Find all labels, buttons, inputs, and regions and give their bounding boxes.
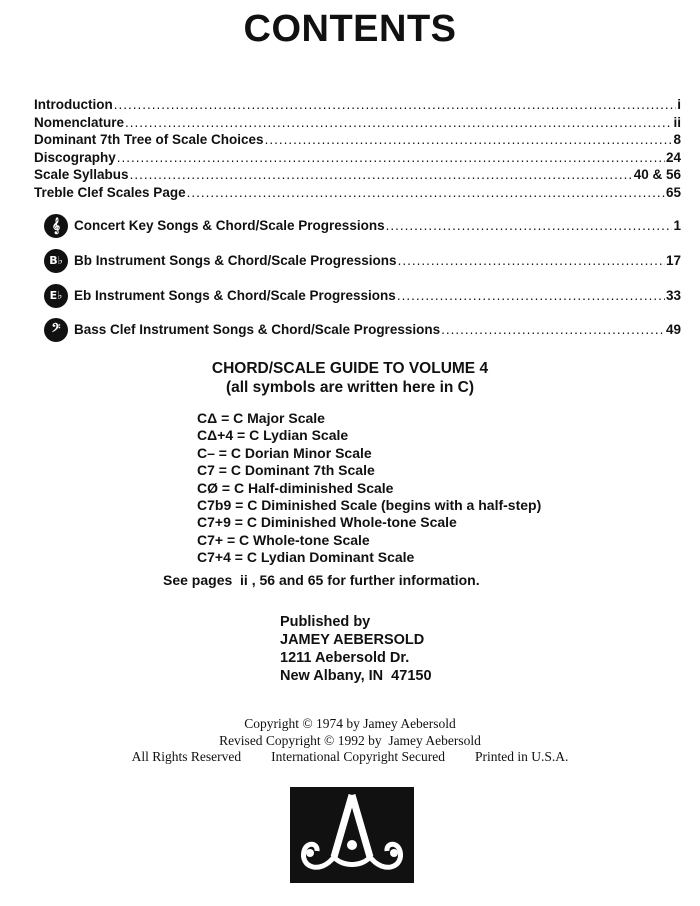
toc-page: i [677, 97, 681, 112]
section-eb-instrument [44, 284, 681, 308]
list-item: C7+ = C Whole-tone Scale [197, 531, 370, 548]
toc-entry-scale-syllabus [34, 166, 681, 184]
printed-in: Printed in U.S.A. [475, 749, 569, 764]
toc-page: ii [673, 114, 681, 130]
published-by: Published by [280, 614, 371, 630]
treble-clef-icon: 𝄞 [44, 214, 68, 238]
toc-page: 8 [673, 132, 681, 148]
copyright-block [0, 716, 700, 766]
guide-title: CHORD/SCALE GUIDE TO VOLUME 4 [211, 360, 489, 377]
chord-scale-list [197, 410, 541, 567]
section-label: Bass Clef Instrument Songs & Chord/Scale Progressions [74, 322, 441, 337]
list-item: C7+4 = C Lydian Dominant Scale [197, 549, 415, 566]
toc-label: Nomenclature [34, 114, 125, 130]
section-label: Bb Instrument Songs & Chord/Scale Progressions [74, 253, 397, 268]
toc-entry-treble-clef-scales [34, 184, 681, 202]
toc-entry-nomenclature [34, 114, 681, 132]
toc-page: 40 & 56 [633, 167, 681, 183]
publisher-block [280, 613, 432, 685]
section-page: 49 [665, 322, 681, 337]
toc-label: Scale Syllabus [34, 167, 129, 183]
table-of-contents [34, 96, 681, 202]
toc-page: 24 [665, 149, 681, 165]
toc-label: Discography [34, 149, 116, 165]
list-item: CØ = C Half-diminished Scale [197, 479, 394, 496]
publisher-city: New Albany, IN 47150 [280, 668, 432, 684]
section-concert-key [44, 214, 681, 238]
list-item: C7b9 = C Diminished Scale (begins with a half-step) [197, 497, 542, 514]
publisher-logo [290, 787, 414, 883]
bass-clef-icon: 𝄢 [44, 318, 68, 342]
international-copyright: International Copyright Secured [271, 749, 446, 764]
section-label: Eb Instrument Songs & Chord/Scale Progressions [74, 288, 396, 303]
list-item: CΔ+4 = C Lydian Scale [197, 427, 349, 444]
section-bb-instrument [44, 249, 681, 273]
toc-label: Introduction [34, 97, 113, 112]
revised-copyright-line: Revised Copyright © 1992 by Jamey Aebersold [219, 732, 481, 748]
b-flat-icon: B♭ [44, 249, 68, 273]
all-rights-reserved: All Rights Reserved [131, 749, 242, 764]
toc-label: Dominant 7th Tree of Scale Choices [34, 132, 264, 148]
e-flat-icon: E♭ [44, 284, 68, 308]
section-label: Concert Key Songs & Chord/Scale Progressions [74, 218, 385, 233]
list-item: C– = C Dorian Minor Scale [197, 444, 372, 461]
list-item: C7+9 = C Diminished Whole-tone Scale [197, 514, 457, 531]
toc-label: Treble Clef Scales Page [34, 184, 186, 200]
section-page: 17 [665, 253, 681, 268]
section-bass-clef [44, 318, 681, 342]
toc-page: 65 [665, 184, 681, 200]
chord-scale-guide-heading [0, 359, 700, 397]
page-title: CONTENTS [243, 8, 457, 50]
list-item: CΔ = C Major Scale [197, 410, 325, 426]
toc-entry-introduction [34, 96, 681, 114]
toc-entry-dominant-7th-tree [34, 131, 681, 149]
toc-entry-discography [34, 149, 681, 167]
copyright-line: Copyright © 1974 by Jamey Aebersold [244, 716, 456, 731]
publisher-name: JAMEY AEBERSOLD [280, 632, 425, 648]
publisher-street: 1211 Aebersold Dr. [280, 650, 410, 666]
see-pages-note: See pages ii , 56 and 65 for further information. [163, 572, 480, 588]
list-item: C7 = C Dominant 7th Scale [197, 462, 375, 479]
aebersold-logo-icon [290, 787, 414, 883]
section-page: 1 [673, 218, 681, 233]
section-page: 33 [665, 288, 681, 303]
guide-subtitle: (all symbols are written here in C) [225, 379, 475, 396]
